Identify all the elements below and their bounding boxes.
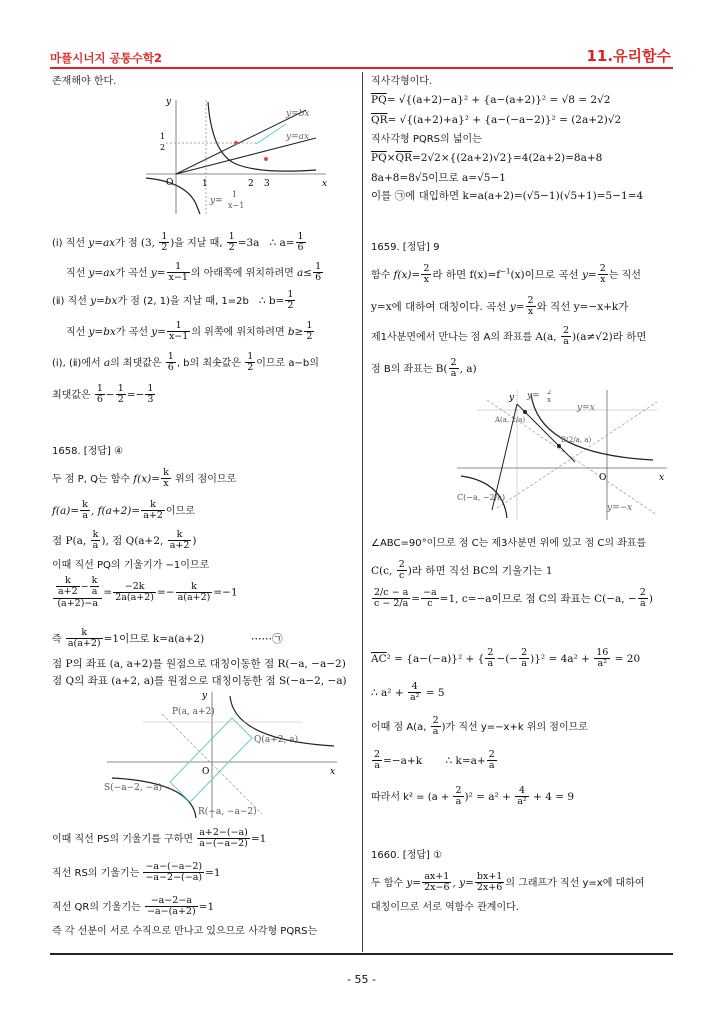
x-axis-label: x — [330, 767, 336, 777]
text-line: 직선 QR의 기울기는 $\frac{-a-2-a}{-a-(a+2)}$ =1 — [52, 895, 215, 918]
curve-label: 2 — [547, 390, 552, 396]
text-line: $\overline{AC}^2 = \{a-(-a)\}^2$ + { $\frac{2}{a}$ −(− $\frac{2}{a}$ )}² = 4a² + $\frac{16}{\text{a²}}$ = 20 — [371, 647, 641, 670]
text-line: (ⅰ), (ⅱ)에서 a의 최댓값은 $\frac{1}{6}$ , b의 최솟값은 $\frac{1}{2}$ 이므로 a−b의 — [52, 351, 319, 374]
text-line: 직사각형 PQRS의 넓이는 — [371, 134, 482, 145]
curve-label: 1 — [232, 190, 238, 199]
text-line: ∴ a² + $\frac{4}{\text{a²}}$ = 5 — [371, 681, 445, 704]
text-line: 점 B의 좌표는 B( $\frac{2}{a}$ , a) — [371, 357, 477, 380]
figure-hyperbola-square — [457, 390, 667, 520]
text-line: $\overline{PQ}\times\overline{QR}=2√2\times\{(2a+2)√2\}=4(2a+2)=8a+8$ — [371, 152, 603, 164]
point-p-label: P(a, a+2) — [172, 707, 215, 717]
origin-label: O — [599, 473, 607, 483]
y-axis-label: y — [166, 97, 172, 107]
figure-lines-hyperbola — [136, 94, 332, 216]
text-line: ∠ABC=90°이므로 점 C는 제3사분면 위에 있고 점 C의 좌표를 — [371, 538, 647, 549]
text-line: $\frac{k}{a+2}$ − $\frac{k}{a}$ (a+2)−a = $\frac{-2k}{2a(a+2)}$ =− $\frac{k}{a(a+2)}$ =−1 — [52, 576, 238, 609]
series-title: 마플시너지 공통수학2 — [50, 51, 162, 65]
problem-heading: 1658. [정답] ④ — [52, 446, 124, 457]
text-line: f(a)= $\frac{k}{a}$ , f(a+2)= $\frac{k}{a+2}$ 이므로 — [52, 499, 195, 522]
text-line: C(c, $\frac{2}{c}$ )라 하면 직선 BC의 기울기는 1 — [371, 559, 553, 582]
text-line: $\overline{QR}= √\{(a+2)+a\}^2 + \{a-(-a-2)\}^2 = (2a+2)√2$ — [371, 114, 622, 126]
text-line: 즉 $\frac{k}{a(a+2)}$ =1이므로 k=a(a+2) ⋯⋯㉠ — [52, 627, 283, 650]
curve-label: x−1 — [228, 201, 245, 210]
text-line: $\overline{PQ}= √\{(a+2)-a\}^2 + \{a-(a+2)\}^2 = √8 = 2√2$ — [371, 94, 611, 106]
text-line: 즉 각 선분이 서로 수직으로 만나고 있으므로 사각형 PQRS는 — [52, 926, 318, 937]
figure-rectangle-pqrs — [102, 690, 342, 820]
column-divider — [362, 72, 363, 952]
tick-label: 1 — [202, 179, 208, 189]
curve-label: x — [547, 396, 551, 404]
problem-heading: 1660. [정답] ① — [371, 850, 443, 861]
text-line: 직선 y=ax가 곡선 y= $\frac{1}{x-1}$ 의 아래쪽에 위치하려면 a≤ $\frac{1}{6}$ — [66, 261, 322, 284]
line-label: y=−x — [607, 503, 633, 513]
y-axis-label: y — [509, 393, 515, 403]
footer-rule — [50, 953, 673, 955]
text-line: 점 P(a, $\frac{k}{a}$ ), 점 Q(a+2, $\frac{k}{a+2}$ ) — [52, 529, 197, 552]
text-line: 따라서 k² = (a + $\frac{2}{a}$ )² = a² + $\frac{4}{\text{a²}}$ + 4 = 9 — [371, 785, 575, 808]
text-line: 두 함수 y= $\frac{ax+1}{2x-6}$ , y= $\frac{bx+1}{2x+6}$ 의 그래프가 직선 y=x에 대하여 — [371, 871, 645, 894]
text-line: 이를 ㉠에 대입하면 k=a(a+2)=(√5−1)(√5+1)=5−1=4 — [371, 190, 644, 202]
point-a-label: A(a, 2/a) — [495, 416, 526, 424]
point-c-label: C(−a, −2/a) — [457, 493, 506, 502]
y-axis-label: y — [202, 691, 208, 701]
tick-label: 2 — [248, 179, 254, 189]
line-ax-label: y=ax — [286, 132, 310, 142]
text-line: 직선 RS의 기울기는 $\frac{-a-(-a-2)}{-a-2-(-a)}$ =1 — [52, 861, 221, 884]
origin-label: O — [202, 767, 210, 777]
text-line: 이때 직선 PQ의 기울기가 −1이므로 — [52, 560, 210, 571]
origin-label: O — [166, 178, 174, 188]
text-line: (ⅱ) 직선 y=bx가 점 (2, 1)을 지날 때, 1=2b ∴ b= $\frac{1}{2}$ — [52, 289, 294, 312]
page-number: - 55 - — [347, 973, 376, 986]
text-line: (ⅰ) 직선 y=ax가 점 (3, $\frac{1}{2}$ )을 지날 때, $\frac{1}{2}$ =3a ∴ a= $\frac{1}{6}$ — [52, 231, 304, 254]
tick-label: 3 — [264, 179, 270, 189]
point-q-label: Q(a+2, a) — [254, 735, 299, 745]
curve-label: y= — [527, 391, 540, 401]
text-line: 점 Q의 좌표 (a+2, a)를 원점으로 대칭이동한 점 S(−a−2, −a) — [52, 675, 347, 687]
text-line: y=x에 대하여 대칭이다. 곡선 y= $\frac{2}{x}$ 와 직선 y=−x+k가 — [371, 295, 629, 318]
text-line: 이때 점 A(a, $\frac{2}{a}$ )가 직선 y=−x+k 위의 점이므로 — [371, 715, 588, 738]
problem-heading: 1659. [정답] 9 — [371, 242, 440, 253]
x-axis-label: x — [322, 179, 328, 189]
text-line: 직사각형이다. — [371, 76, 433, 87]
line-bx-label: y=bx — [286, 109, 310, 119]
text-line: 존재해야 한다. — [52, 76, 117, 87]
text-line: 8a+8=8√5이므로 a=√5−1 — [371, 172, 506, 184]
curve-label: y= — [210, 196, 223, 206]
x-axis-label: x — [659, 473, 665, 483]
header-rule — [50, 67, 673, 69]
line-label: y=x — [577, 403, 595, 413]
text-line: 제1사분면에서 만나는 점 A의 좌표를 A(a, $\frac{2}{a}$ )(a≠√2)라 하면 — [371, 325, 647, 348]
point-r-label: R(−a, −a−2) — [198, 807, 257, 817]
point-b-label: B(2/a, a) — [561, 436, 592, 444]
text-line: 이때 직선 PS의 기울기를 구하면 $\frac{a+2-(-a)}{a-(-a-2)}$ =1 — [52, 827, 267, 850]
text-line: $\frac{2/c - a}{c - 2/a}$ = $\frac{-a}{c}$ =1, c=−a이므로 점 C의 좌표는 C(−a, − $\frac{2}{a}$ ) — [374, 587, 653, 610]
point-s-label: S(−a−2, −a) — [104, 783, 162, 793]
text-line: 직선 y=bx가 곡선 y= $\frac{1}{x-1}$ 의 위쪽에 위치하려면 b≥ $\frac{1}{2}$ — [66, 320, 313, 343]
tick-label: 1 — [160, 132, 166, 141]
text-line: 점 P의 좌표 (a, a+2)를 원점으로 대칭이동한 점 R(−a, −a−2) — [52, 658, 346, 670]
text-line: 함수 f(x)= $\frac{2}{x}$ 라 하면 $f(x)=f^{-1}(x)$이므로 곡선 y= $\frac{2}{x}$ 는 직선 — [371, 263, 641, 286]
chapter-title: 11.유리함수 — [586, 47, 671, 65]
text-line: 대칭이므로 서로 역함수 관계이다. — [371, 902, 519, 913]
text-line: 두 점 P, Q는 함수 f(x)= $\frac{k}{x}$ 위의 점이므로 — [52, 467, 237, 490]
text-line: $\frac{2}{a}$ =−a+k ∴ k=a+ $\frac{2}{a}$ — [374, 749, 495, 772]
text-line: 최댓값은 $\frac{1}{6}$ − $\frac{1}{2}$ =− $\frac{1}{3}$ — [52, 383, 154, 406]
tick-label: 2 — [160, 143, 166, 152]
